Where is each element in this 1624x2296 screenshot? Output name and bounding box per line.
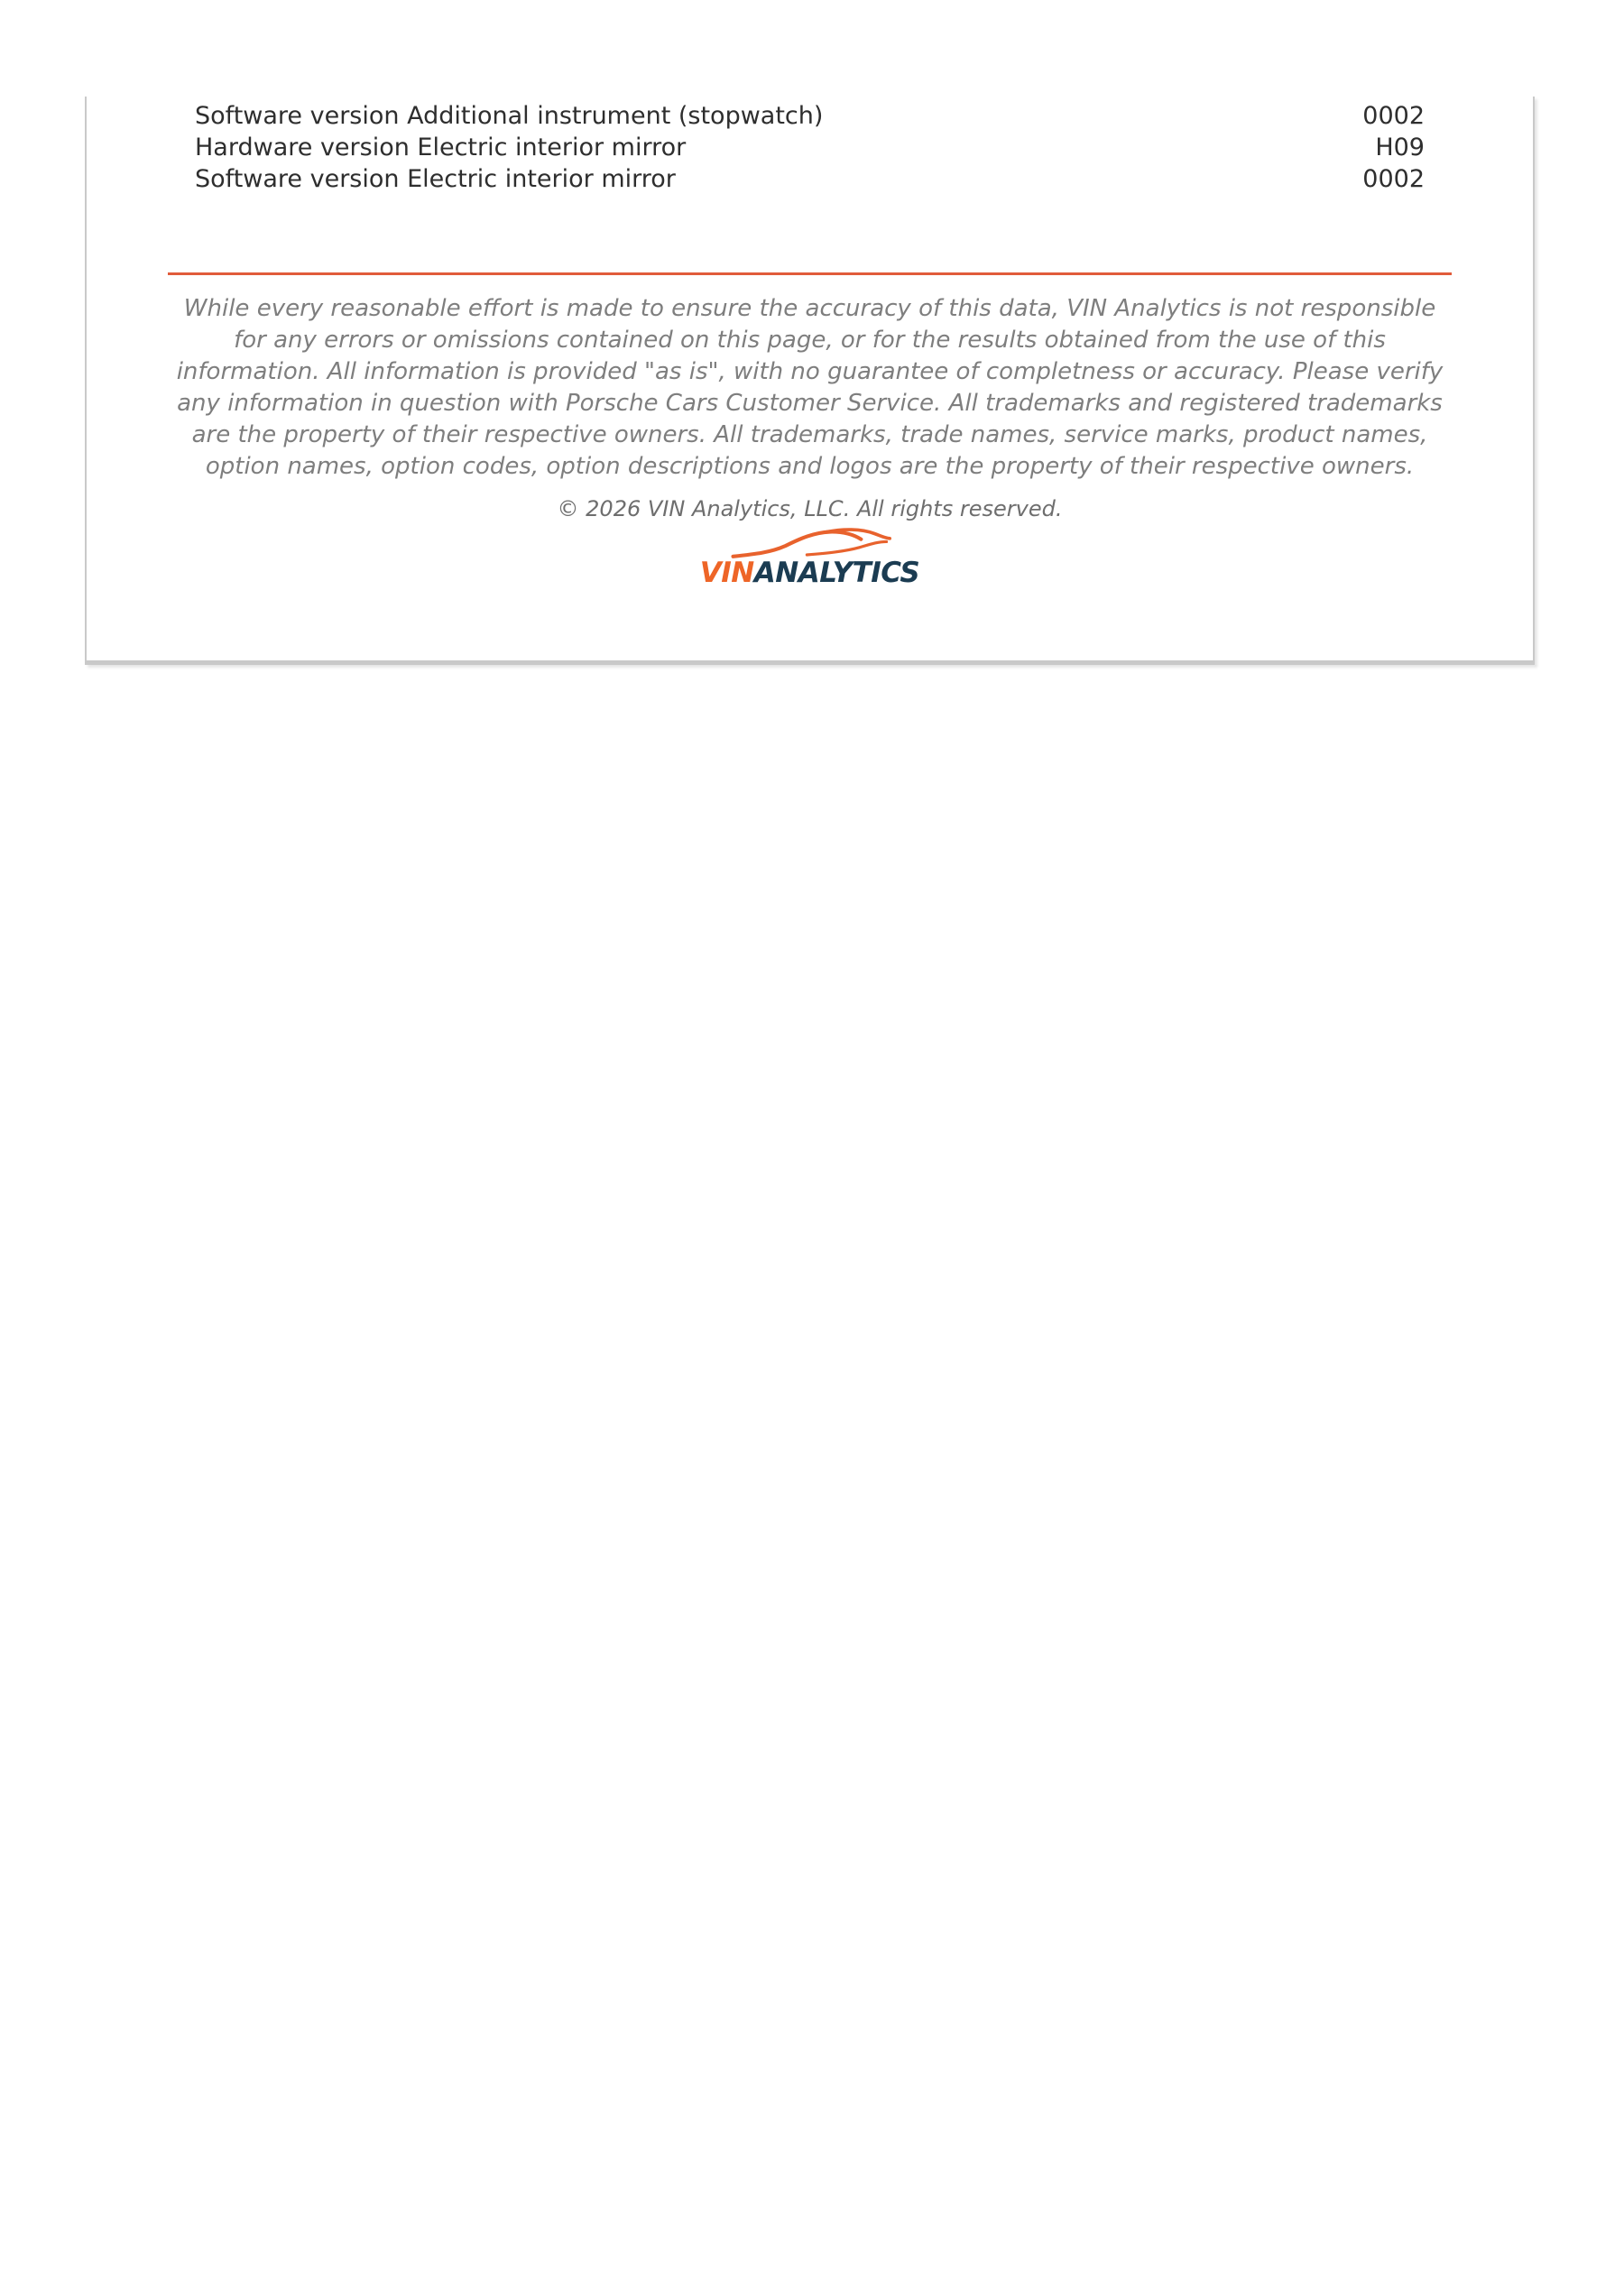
report-card xyxy=(85,97,1535,665)
disclaimer-text: While every reasonable effort is made to ensure the accuracy of this data, VIN Analytics is not responsible for any errors or omissions contained on this page, or for the results obtained from the use of this information. All information is provided "as is", with no guarantee of completness or accuracy. Please verify any information in question with Porsche Cars Customer Service. All trademarks and registered trademarks are the property of their respective owners. All trademarks, trade names, service marks, product names, option names, option codes, option descriptions and logos are the property of their respective owners. xyxy=(176,295,1444,480)
report-card-content xyxy=(87,97,1533,587)
logo-text-analytics: ANALYTICS xyxy=(753,557,920,589)
spec-table xyxy=(168,97,1452,195)
spec-value: 0002 xyxy=(1362,165,1425,193)
logo-text-vin: VIN xyxy=(699,557,754,589)
spec-value: H09 xyxy=(1375,134,1425,161)
spec-label: Software version Additional instrument (stopwatch) xyxy=(195,102,824,130)
spec-label: Hardware version Electric interior mirror xyxy=(195,134,687,161)
table-row xyxy=(168,100,1452,132)
table-row xyxy=(168,163,1452,195)
spec-value: 0002 xyxy=(1362,102,1425,130)
footer-divider xyxy=(168,272,1452,275)
vin-analytics-logo xyxy=(168,528,1452,587)
copyright-text: © 2026 VIN Analytics, LLC. All rights reserved. xyxy=(557,496,1063,521)
table-row xyxy=(168,132,1452,163)
spec-label: Software version Electric interior mirror xyxy=(195,165,676,193)
logo-wordmark xyxy=(168,558,1452,587)
